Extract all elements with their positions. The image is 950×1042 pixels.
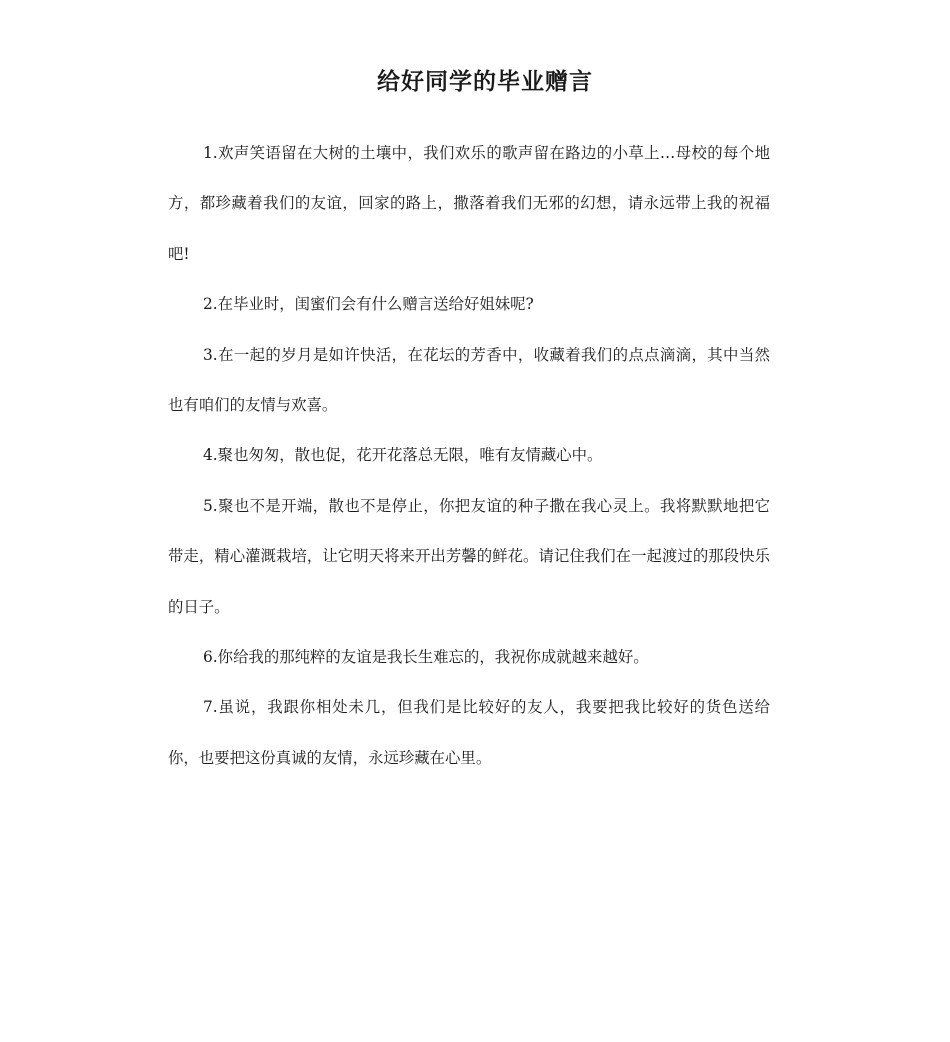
paragraph-4: 4.聚也匆匆，散也促，花开花落总无限，唯有友情藏心中。 <box>203 446 603 465</box>
paragraph-1: 1.欢声笑语留在大树的土壤中，我们欢乐的歌声留在路边的小草上…母校的每个地方，都珍藏着我们的友谊，回家的路上，撒落着我们无邪的幻想，请永远带上我的祝福吧! <box>168 144 770 263</box>
paragraph-7: 7.虽说，我跟你相处未几，但我们是比较好的友人，我要把我比较好的货色送给你，也要把这份真诚的友情，永远珍藏在心里。 <box>168 698 770 767</box>
paragraph-3: 3.在一起的岁月是如许快活，在花坛的芳香中，收藏着我们的点点滴滴，其中当然也有咱们的友情与欢喜。 <box>168 345 770 415</box>
paragraph-2: 2.在毕业时，闺蜜们会有什么赠言送给好姐妹呢? <box>203 295 534 314</box>
paragraph-6: 6.你给我的那纯粹的友谊是我长生难忘的，我祝你成就越来越好。 <box>203 648 649 667</box>
document-title: 给好同学的毕业赠言 <box>377 69 593 95</box>
paragraph-5: 5.聚也不是开端，散也不是停止，你把友谊的种子撒在我心灵上。我将默默地把它带走，精心灌溉栽培，让它明天将来开出芳馨的鲜花。请记住我们在一起渡过的那段快乐的日子。 <box>168 496 770 616</box>
document-body <box>168 128 770 783</box>
